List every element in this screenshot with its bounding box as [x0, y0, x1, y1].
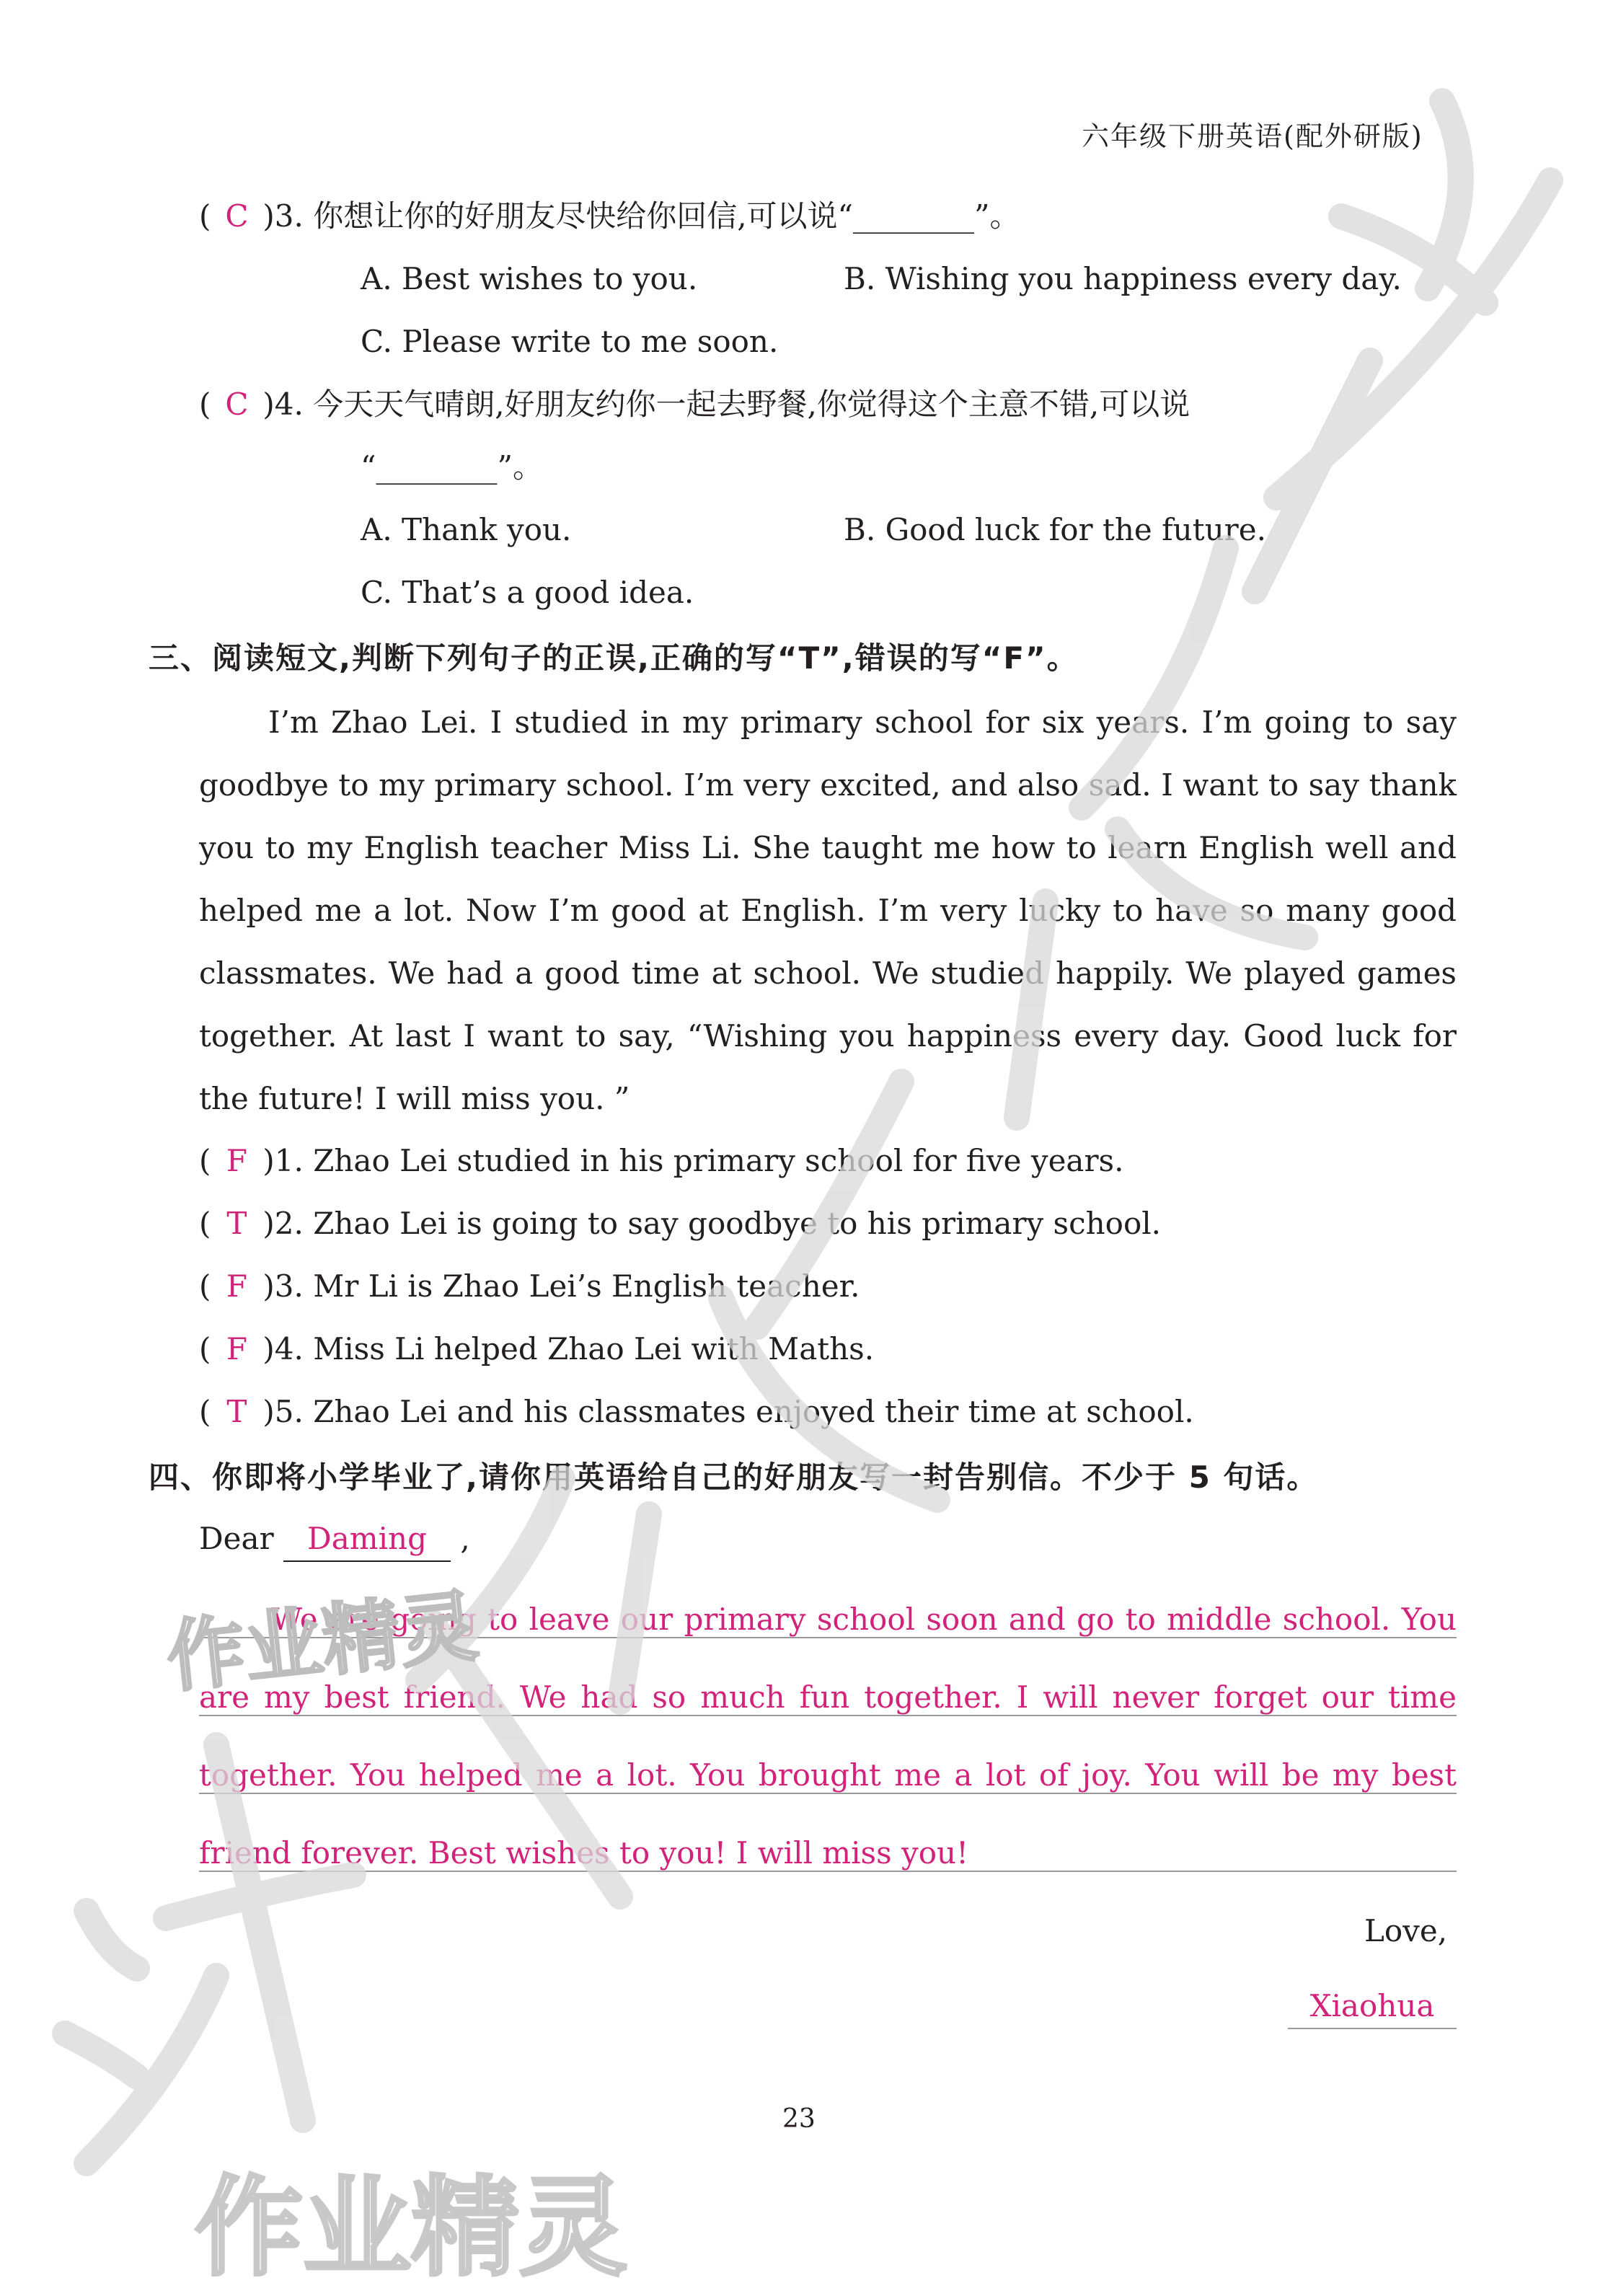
letter-closing: Love, [1364, 1913, 1448, 1948]
question-4-stem: )4. 今天天气晴朗,好朋友约你一起去野餐,你觉得这个主意不错,可以说 [262, 387, 1190, 422]
question-4-stem-continued: “________”。 [361, 449, 543, 485]
question-4: ( C )4. 今天天气晴朗,好朋友约你一起去野餐,你觉得这个主意不错,可以说 [199, 383, 1190, 426]
judgment-item-3-text: )3. Mr Li is Zhao Lei’s English teacher. [262, 1268, 860, 1304]
letter-body: We are going to leave our primary school soon and go to middle school. You are my best friend. We had so much fun together. I will never forget our time together. You helped me a lot. You brought me a lot of joy. You will be my best friend forever. Best wishes to you! I will miss you! [199, 1602, 1457, 1871]
judgment-item-1: ( F )1. Zhao Lei studied in his primary school for five years. [199, 1139, 1123, 1183]
judgment-item-4-text: )4. Miss Li helped Zhao Lei with Maths. [262, 1331, 875, 1366]
logo-watermark-1: 作业精灵 [162, 1581, 482, 1704]
q3-option-a: A. Best wishes to you. [361, 261, 698, 296]
answer-j5: T [226, 1394, 247, 1429]
running-header: 六年级下册英语(配外研版) [1082, 120, 1423, 152]
salutation-word: Dear [199, 1521, 274, 1556]
signature: Xiaohua [1288, 1984, 1457, 2029]
salutation-comma: , [460, 1521, 470, 1556]
recipient-name: Daming [283, 1517, 451, 1562]
logo-watermark-2: 作业精灵 [195, 2165, 628, 2291]
section-3-title: 三、阅读短文,判断下列句子的正误,正确的写“T”,错误的写“F”。 [149, 640, 1079, 676]
reading-passage: I’m Zhao Lei. I studied in my primary school for six years. I’m going to say goodbye to my primary school. I’m very excited, and also sad. I want to say thank you to my English teacher Miss Li. She taught me how to learn English well and helped me a lot. Now I’m good at English. I’m very lucky to have so many good classmates. We had a good time at school. We studied happily. We played games together. At last I want to say, “Wishing you happiness every day. Good luck for the future! I will miss you. ” [199, 705, 1457, 1116]
q3-option-b: B. Wishing you happiness every day. [844, 261, 1402, 296]
q4-option-a: A. Thank you. [361, 512, 572, 547]
q4-option-c: C. That’s a good idea. [361, 575, 694, 610]
answer-j3: F [226, 1268, 247, 1304]
page-number: 23 [782, 2104, 816, 2134]
answer-j2: T [226, 1206, 247, 1241]
question-3: ( C )3. 你想让你的好朋友尽快给你回信,可以说“________”。 [199, 195, 1020, 238]
letter-salutation [199, 1517, 470, 1562]
judgment-item-4: ( F )4. Miss Li helped Zhao Lei with Maths. [199, 1328, 874, 1371]
judgment-item-5-text: )5. Zhao Lei and his classmates enjoyed their time at school. [262, 1394, 1194, 1429]
answer-j1: F [226, 1143, 247, 1178]
judgment-item-2-text: )2. Zhao Lei is going to say goodbye to his primary school. [262, 1206, 1162, 1241]
judgment-item-5: ( T )5. Zhao Lei and his classmates enjoyed their time at school. [199, 1390, 1194, 1434]
answer-q3: C [225, 198, 249, 234]
answer-j4: F [226, 1331, 247, 1366]
judgment-item-3: ( F )3. Mr Li is Zhao Lei’s English teacher. [199, 1265, 860, 1308]
question-3-stem: )3. 你想让你的好朋友尽快给你回信,可以说“________”。 [262, 198, 1020, 234]
judgment-item-1-text: )1. Zhao Lei studied in his primary school for five years. [262, 1143, 1124, 1178]
q3-option-c: C. Please write to me soon. [361, 324, 779, 359]
section-4-title: 四、你即将小学毕业了,请你用英语给自己的好朋友写一封告别信。不少于 5 句话。 [149, 1460, 1319, 1495]
q4-option-b: B. Good luck for the future. [844, 512, 1266, 547]
judgment-item-2: ( T )2. Zhao Lei is going to say goodbye to his primary school. [199, 1202, 1161, 1245]
answer-q4: C [225, 387, 249, 422]
